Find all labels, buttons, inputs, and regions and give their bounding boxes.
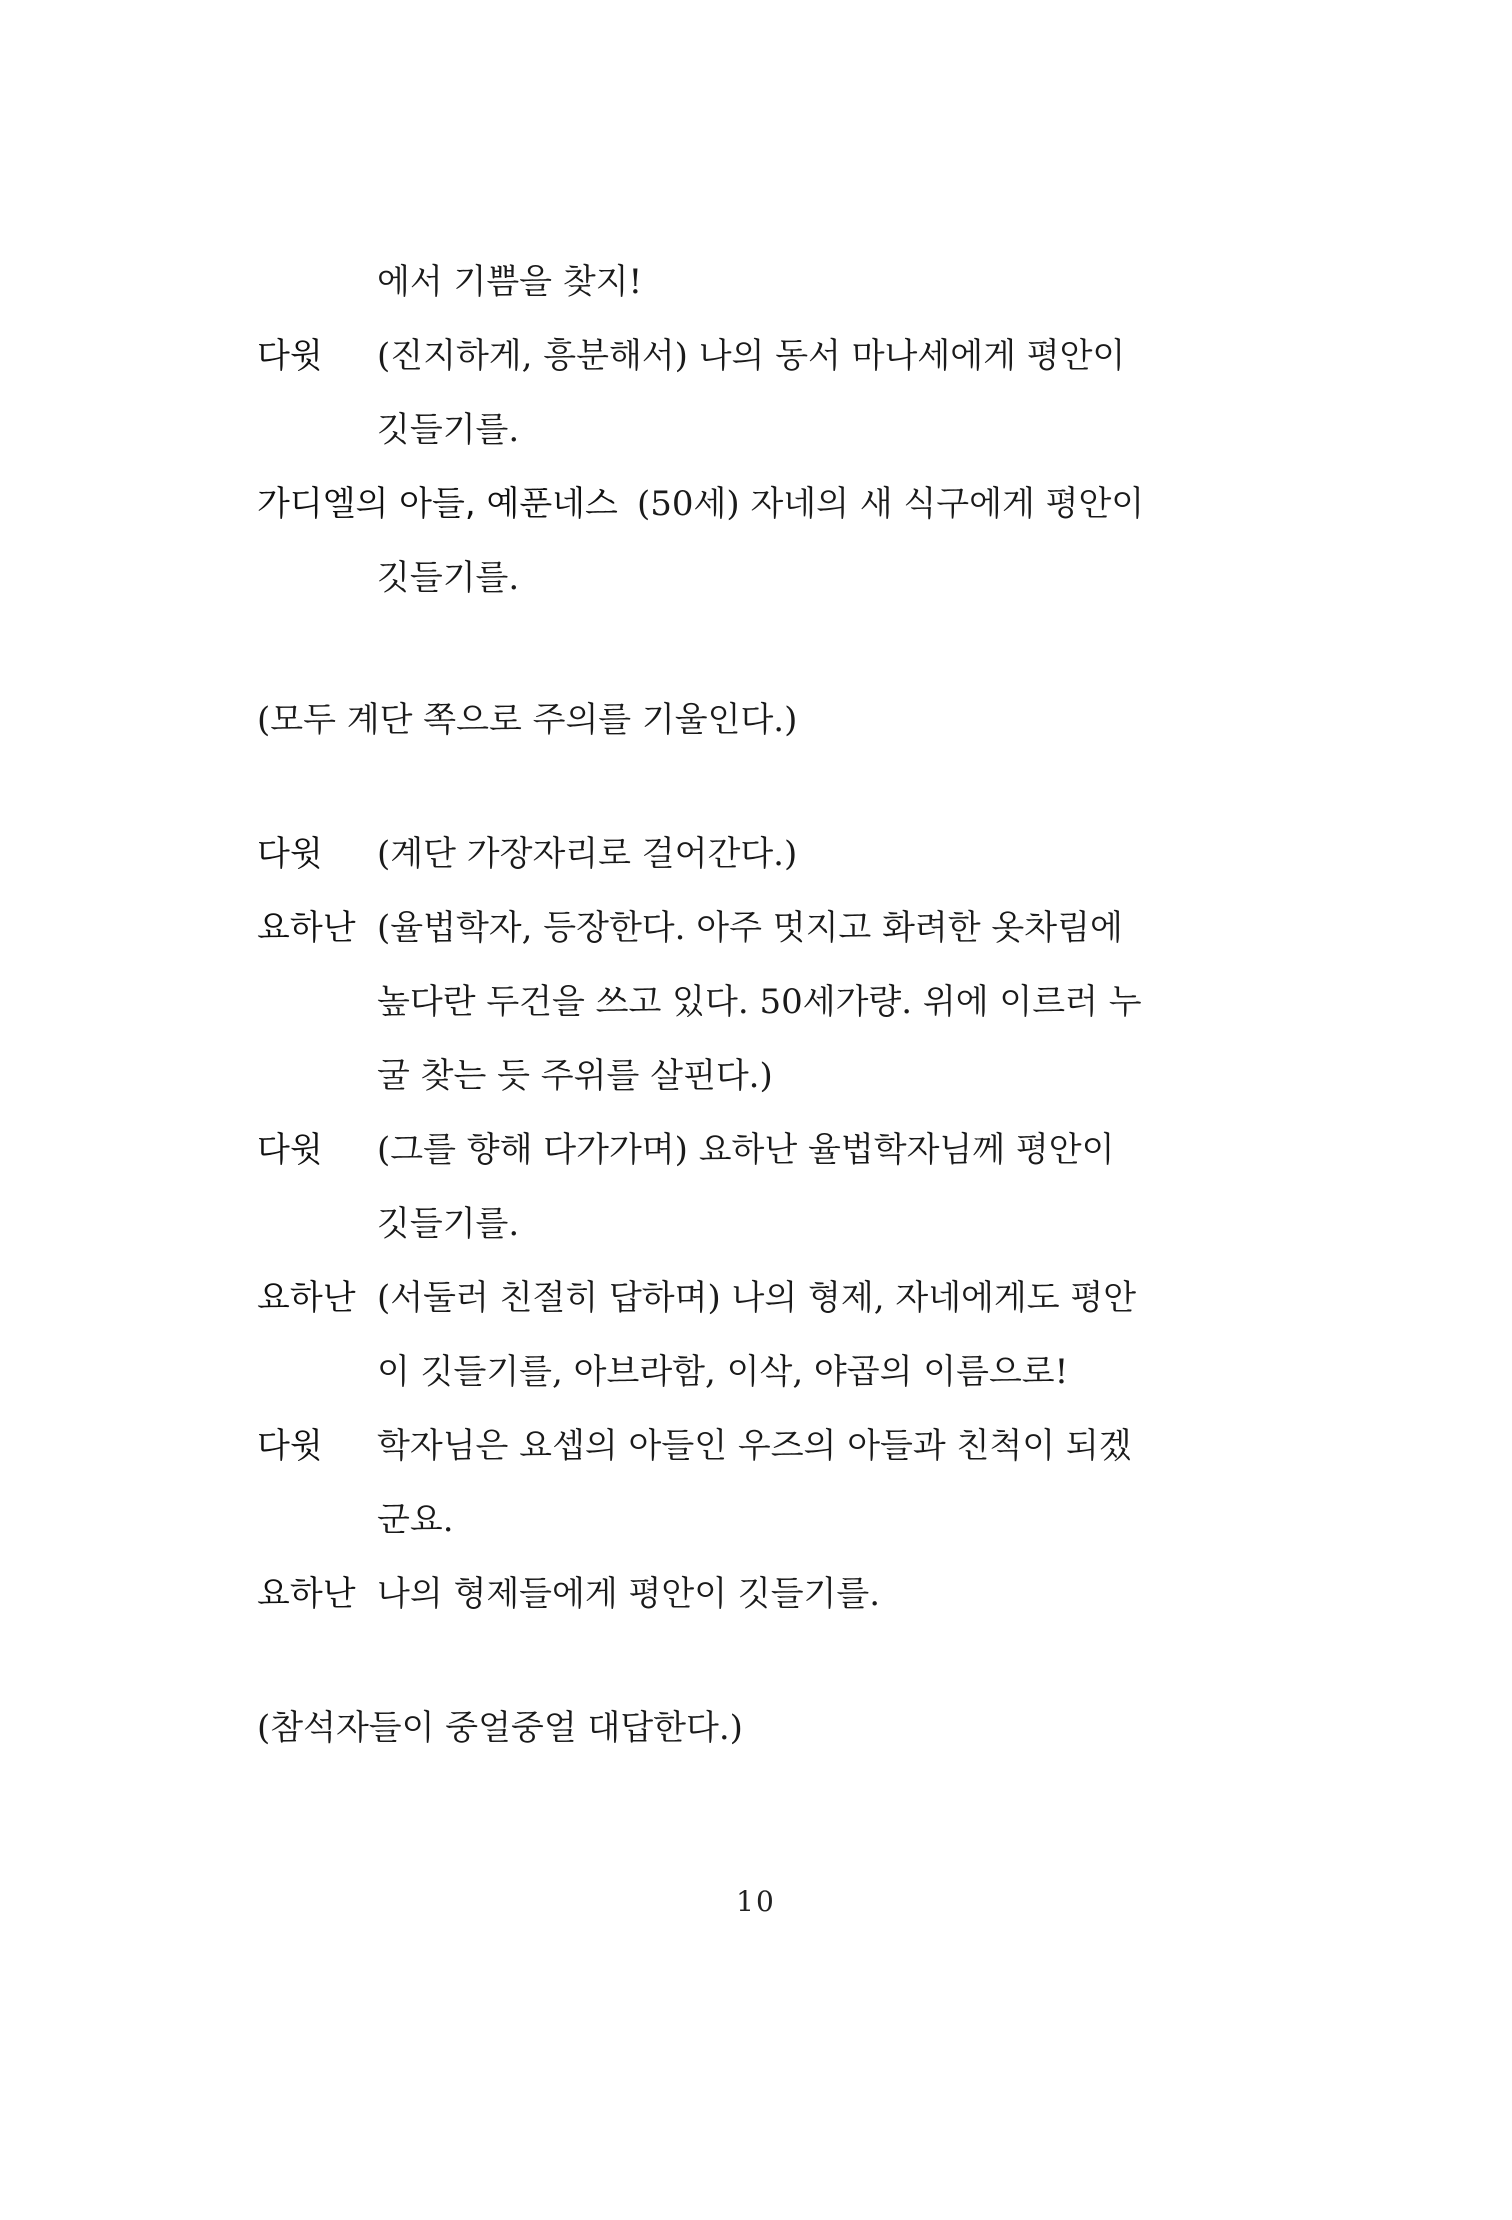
speech-line: 나의 형제들에게 평안이 깃들기를. [377, 1574, 881, 1614]
speech-text [377, 1261, 1207, 1409]
speech-line: 군요. [377, 1500, 454, 1540]
speech-line: (계단 가장자리로 걸어간다.) [377, 834, 798, 874]
speech-text [377, 319, 1207, 467]
speech-text [377, 541, 1207, 615]
speech-text [377, 1409, 1207, 1557]
speaker-name: 다윗 [257, 834, 323, 874]
speaker-name: 요하난 [257, 1278, 356, 1318]
speaker-name: 요하난 [257, 1574, 356, 1614]
speech-line: 깃들기를. [377, 1204, 520, 1244]
page-number: 10 [736, 1885, 776, 1918]
speech-text [377, 1113, 1207, 1261]
speech-line: 학자님은 요셉의 아들인 우즈의 아들과 친척이 되겠 [377, 1426, 1132, 1466]
speech-line: (진지하게, 흥분해서) 나의 동서 마나세에게 평안이 [377, 336, 1126, 376]
speech-line: 굴 찾는 듯 주위를 살핀다.) [377, 1056, 773, 1096]
speech-line: 에서 기쁨을 찾지! [377, 262, 643, 302]
speaker-name: 다윗 [257, 1426, 323, 1466]
speech-text [377, 1557, 1207, 1631]
speaker-name: 요하난 [257, 908, 356, 948]
speech-text [637, 467, 1467, 541]
stage-direction-text: (참석자들이 중얼중얼 대답한다.) [257, 1708, 743, 1748]
speech-line: 높다란 두건을 쓰고 있다. 50세가량. 위에 이르러 누 [377, 982, 1142, 1022]
speech-line: (율법학자, 등장한다. 아주 멋지고 화려한 옷차림에 [377, 908, 1123, 948]
speaker-name: 다윗 [257, 1130, 323, 1170]
speech-text [377, 245, 1207, 319]
speaker-name: 다윗 [257, 336, 323, 376]
speech-line: 이 깃들기를, 아브라함, 이삭, 야곱의 이름으로! [377, 1352, 1069, 1392]
speech-line: 깃들기를. [377, 410, 520, 450]
speech-line: (서둘러 친절히 답하며) 나의 형제, 자네에게도 평안 [377, 1278, 1137, 1318]
speech-line: 깃들기를. [377, 558, 520, 598]
stage-direction-text: (모두 계단 쪽으로 주의를 기울인다.) [257, 700, 798, 740]
speaker-name: 가디엘의 아들, 예푼네스 [257, 484, 618, 524]
speech-text [377, 817, 1207, 891]
speech-line: (50세) 자네의 새 식구에게 평안이 [637, 484, 1145, 524]
speech-line: (그를 향해 다가가며) 요하난 율법학자님께 평안이 [377, 1130, 1115, 1170]
speech-text [377, 891, 1207, 1113]
